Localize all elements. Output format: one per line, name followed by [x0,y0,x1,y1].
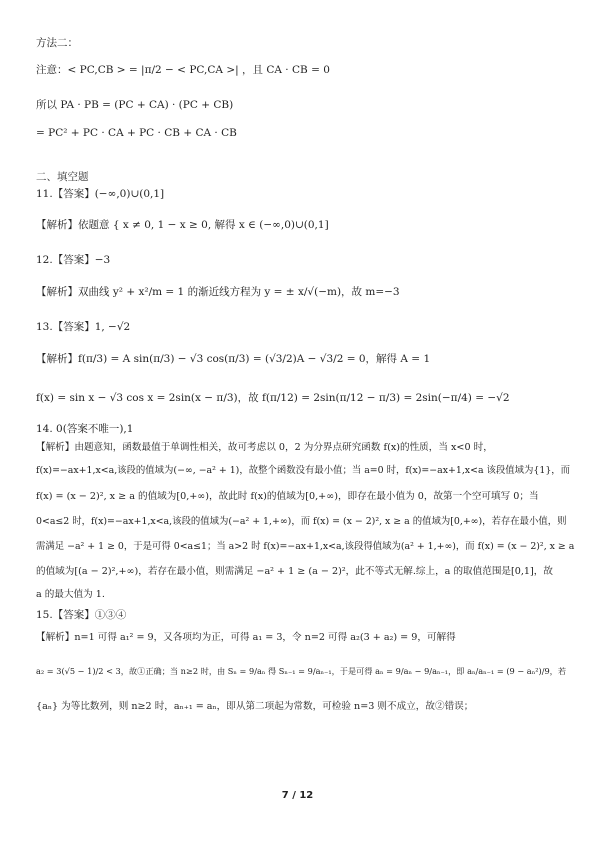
page-number: 7 / 12 [281,790,314,801]
q14-analysis-line-2: f(x)=−ax+1,x<a,该段的值域为(−∞, −a² + 1)，故整个函数没有最小值；当 a=0 时，f(x)=−ax+1,x<a 该段值域为{1}，而 [36,465,571,476]
q11-answer: 11.【答案】(−∞,0)∪(0,1] [36,188,165,200]
q13-analysis-line-2: f(x) = sin x − √3 cos x = 2sin(x − π/3)，故 f(π/12) = 2sin(π/12 − π/3) = 2sin(−π/4) = −√2 [36,392,510,404]
q14-analysis-line-4: 0<a≤2 时，f(x)=−ax+1,x<a,该段的值域为(−a² + 1,+∞)，而 f(x) = (x − 2)², x ≥ a 的值域为[0,+∞)，若存在最小值，则 [36,516,567,527]
q13-answer: 13.【答案】1, −√2 [36,321,131,333]
method-title: 方法二： [36,37,78,49]
q15-analysis-line-2: a₂ = 3(√5 − 1)/2 < 3，故①正确；当 n≥2 时，由 Sₙ = 9/aₙ 得 Sₙ₋₁ = 9/aₙ₋₁，于是可得 aₙ = 9/aₙ − 9/aₙ₋₁，即 aₙ/aₙ₋₁ = (9 − aₙ²)/9，若 [36,666,567,676]
q15-answer: 15.【答案】①③④ [36,609,127,621]
section-title: 二、填空题 [36,171,89,183]
q15-analysis-line-3: {aₙ} 为等比数列，则 n≥2 时，aₙ₊₁ = aₙ，即从第二项起为常数，可检验 n=3 则不成立，故②错误； [36,701,474,712]
q11-analysis: 【解析】依题意 { x ≠ 0, 1 − x ≥ 0, 解得 x ∈ (−∞,0)∪(0,1] [36,219,329,231]
q14-answer: 14. 0(答案不唯一),1 [36,423,134,435]
note-line: 注意：< PC,CB > = |π/2 − < PC,CA >| ，且 CA · CB = 0 [36,64,330,76]
q14-analysis-line-7: a 的最大值为 1. [36,589,105,600]
so-line: 所以 PA · PB = (PC + CA) · (PC + CB) [36,99,234,111]
q14-analysis-line-6: 的值域为[(a − 2)²,+∞)，若存在最小值，则需满足 −a² + 1 ≥ (a − 2)²，此不等式无解.综上，a 的取值范围是[0,1]，故 [36,566,553,577]
expand-line: = PC² + PC · CA + PC · CB + CA · CB [36,127,237,139]
q14-analysis-line-3: f(x) = (x − 2)², x ≥ a 的值域为[0,+∞)，故此时 f(x)的值域为[0,+∞)，即存在最小值为 0，故第一个空可填写 0；当 [36,491,539,502]
q15-analysis-line-1: 【解析】n=1 可得 a₁² = 9，又各项均为正，可得 a₁ = 3，令 n=2 可得 a₂(3 + a₂) = 9，可解得 [36,632,456,643]
q14-analysis-line-1: 【解析】由题意知，函数最值于单调性相关，故可考虑以 0，2 为分界点研究函数 f(x)的性质，当 x<0 时， [36,442,493,453]
q14-analysis-line-5: 需满足 −a² + 1 ≥ 0，于是可得 0<a≤1；当 a>2 时 f(x)=−ax+1,x<a,该段得值域为(a² + 1,+∞)，而 f(x) = (x − 2)², x ≥ a [36,541,575,552]
q12-answer: 12.【答案】−3 [36,254,111,266]
q13-analysis-line-1: 【解析】f(π/3) = A sin(π/3) − √3 cos(π/3) = (√3/2)A − √3/2 = 0，解得 A = 1 [36,353,431,365]
q12-analysis: 【解析】双曲线 y² + x²/m = 1 的渐近线方程为 y = ± x/√(−m)，故 m=−3 [36,286,400,298]
